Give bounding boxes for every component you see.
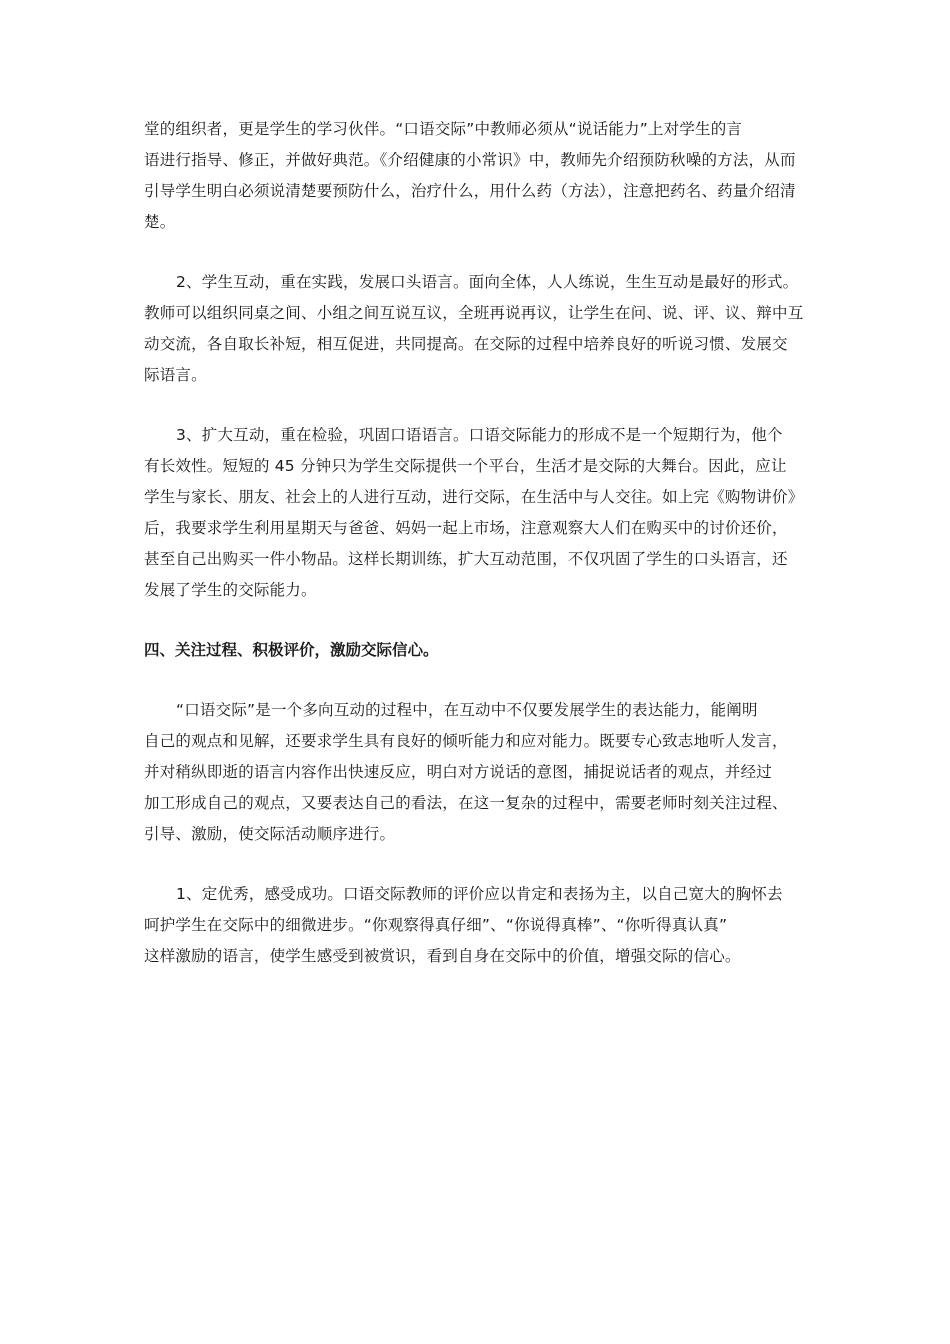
text-line: 2、学生互动，重在实践，发展口头语言。面向全体，人人练说，生生互动是最好的形式。 [176,273,799,291]
text-line: 堂的组织者，更是学生的学习伙伴。“口语交际”中教师必须从“说话能力”上对学生的言 [144,120,743,138]
text-line: 学生与家长、朋友、社会上的人进行互动，进行交际，在生活中与人交往。如上完《购物讲价》 [144,488,804,506]
text-line: 语进行指导、修正，并做好典范。《介绍健康的小常识》中，教师先介绍预防秋噪的方法，从而 [144,151,796,169]
paragraph-teacher-role [144,114,816,238]
text-line: 发展了学生的交际能力。 [144,581,317,599]
text-line: 这样激励的语言，使学生感受到被赏识，看到自身在交际中的价值，增强交际的信心。 [144,947,741,965]
document-page [144,114,816,1001]
text-line: 后，我要求学生利用星期天与爸爸、妈妈一起上市场，注意观察大人们在购买中的讨价还价， [144,519,788,537]
text-line: 1、定优秀，感受成功。口语交际教师的评价应以肯定和表扬为主，以自己宽大的胸怀去 [176,885,783,903]
text-line: 自己的观点和见解，还要求学生具有良好的倾听能力和应对能力。既要专心致志地听人发言， [144,732,788,750]
text-line: 楚。 [144,213,176,231]
paragraph-praise-success [144,879,816,972]
text-line: 3、扩大互动，重在检验，巩固口语语言。口语交际能力的形成不是一个短期行为，他个 [176,426,783,444]
text-line: 甚至自己出购买一件小物品。这样长期训练，扩大互动范围，不仅巩固了学生的口头语言，还 [144,550,788,568]
paragraph-process-focus [144,695,816,850]
text-line: “口语交际”是一个多向互动的过程中，在互动中不仅要发展学生的表达能力，能阐明 [176,701,758,719]
text-line: 并对稍纵即逝的语言内容作出快速反应，明白对方说话的意图，捕捉说话者的观点，并经过 [144,763,773,781]
text-line: 呵护学生在交际中的细微进步。“你观察得真仔细”、“你说得真棒”、“你听得真认真” [144,916,728,934]
text-line: 际语言。 [144,366,207,384]
text-line: 引导学生明白必须说清楚要预防什么，治疗什么，用什么药（方法），注意把药名、药量介绍清 [144,182,796,200]
paragraph-student-interaction [144,267,816,391]
text-line: 引导、激励，使交际活动顺序进行。 [144,825,396,843]
text-line: 有长效性。短短的 45 分钟只为学生交际提供一个平台，生活才是交际的大舞台。因此，应让 [144,457,787,475]
section-heading: 四、关注过程、积极评价，激励交际信心。 [144,641,439,659]
text-line: 加工形成自己的观点，又要表达自己的看法，在这一复杂的过程中，需要老师时刻关注过程、 [144,794,788,812]
text-line: 动交流，各自取长补短，相互促进，共同提高。在交际的过程中培养良好的听说习惯、发展交 [144,335,788,353]
text-line: 教师可以组织同桌之间、小组之间互说互议，全班再说再议，让学生在问、说、评、议、辩中互 [144,304,804,322]
paragraph-expand-interaction [144,420,816,606]
